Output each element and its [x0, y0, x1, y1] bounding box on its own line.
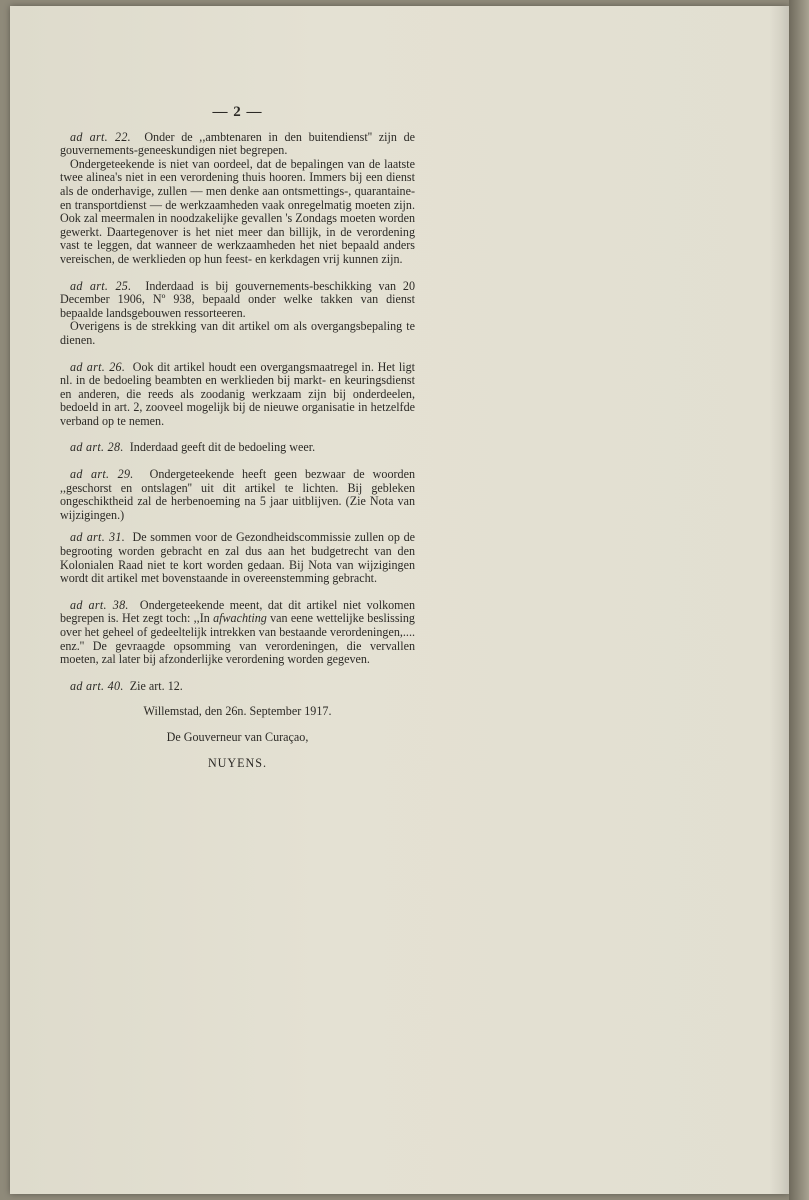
- paragraph-text: Zie art. 12.: [129, 678, 183, 693]
- article-reference: ad art. 28.: [70, 440, 124, 455]
- signatory-name: NUYENS.: [207, 755, 268, 770]
- paragraph-text: Onder de ,,ambtenaren in den buitendienst'' zijn de gouvernements-geneeskundigen niet begrepen.: [60, 129, 415, 158]
- paragraph-art-38: [60, 599, 415, 667]
- text-column: [60, 106, 415, 770]
- article-reference: ad art. 29.: [70, 467, 134, 482]
- paragraph-text: Ook dit artikel houdt een overgangsmaatregel in. Het ligt nl. in de bedoeling beambten en werklieden bij markt- en keuringsdienst en anderen, die reeds als zoodanig werkzaam zijn bij onderdeelen, bedoeld in art. 2, zooveel mogelijk bij de nieuwe organisatie in hetzelfde verband op te nemen.: [60, 359, 416, 428]
- paragraph-art-25-continued: [60, 320, 415, 347]
- article-reference: ad art. 22.: [70, 129, 131, 144]
- scan-edge: [789, 0, 809, 1200]
- emphasis-text: afwachting: [213, 611, 267, 626]
- paragraph-art-22-continued: [60, 158, 415, 267]
- article-reference: ad art. 38.: [70, 597, 129, 612]
- signatory-office: De Gouverneur van Curaçao,: [166, 729, 309, 744]
- article-reference: ad art. 26.: [70, 359, 126, 374]
- paragraph-art-28: [60, 441, 415, 455]
- paragraph-text: Overigens is de strekking van dit artikel om als overgangsbepaling te dienen.: [60, 319, 415, 347]
- article-reference: ad art. 31.: [70, 530, 126, 545]
- paragraph-text: Inderdaad geeft dit de bedoeling weer.: [129, 440, 316, 455]
- paragraph-art-26: [60, 361, 415, 429]
- page-shadow: [769, 6, 789, 1194]
- paragraph-text: Ondergeteekende heeft geen bezwaar de woorden ,,geschorst en ontslagen'' uit dit artikel te lichten. Bij gebleken ongeschiktheid zal de herbenoeming na 5 jaar uitblijven. (Zie Nota van wijzigingen.): [60, 467, 415, 522]
- paragraph-art-31: [60, 531, 415, 585]
- paragraph-art-29: [60, 468, 415, 522]
- paragraph-text: van eene wettelijke beslissing over het geheel of gedeeltelijk intrekken van bestaande verordeningen,.... enz.'' De gevraagde opsomming van verordeningen, die vervallen moeten, zal later bij afzonderlijke verordening worden gegeven.: [60, 611, 415, 667]
- paragraph-text: Inderdaad is bij gouvernements-beschikking van 20 December 1906, Nº 938, bepaald onder welke takken van dienst bepaalde landsgebouwen ressorteeren.: [60, 278, 415, 320]
- paragraph-art-40: [60, 680, 415, 694]
- paragraph-text: Ondergeteekende meent, dat dit artikel niet volkomen begrepen is. Het zegt toch: ,,In: [60, 597, 416, 626]
- page-number: — 2 —: [212, 104, 263, 120]
- paragraph-text: Ondergeteekende is niet van oordeel, dat de bepalingen van de laatste twee alinea's niet in een verordening thuis hooren. Immers bij een dienst als de onderhavige, zullen — men denke aan ontsmettings-, quarantaine- en transportdienst — de werkzaamheden vaak onregelmatig moeten zijn. Ook zal meermalen in noodzakelijke gevallen 's Zondags moeten worden gewerkt. Daartegenover is het niet meer dan billijk, in de verordening vast te leggen, dat wanneer de werkzaamheden het niet bepaald anders vereischen, de werklieden op hun feest- en kerkdagen vrij kunnen zijn.: [60, 156, 415, 266]
- document-page: [10, 6, 789, 1194]
- paragraph-art-25: [60, 280, 415, 321]
- place-date: Willemstad, den 26n. September 1917.: [143, 704, 332, 719]
- paragraph-art-22: [60, 131, 415, 158]
- paragraph-text: De sommen voor de Gezondheidscommissie zullen op de begrooting worden gebracht en zal dus aan het budgetrecht van den Kolonialen Raad niet te kort worden gedaan. Bij Nota van wijzigingen wordt dit artikel met bovenstaande in overeenstemming gebracht.: [60, 530, 416, 586]
- article-reference: ad art. 40.: [70, 678, 124, 693]
- article-reference: ad art. 25.: [70, 278, 132, 293]
